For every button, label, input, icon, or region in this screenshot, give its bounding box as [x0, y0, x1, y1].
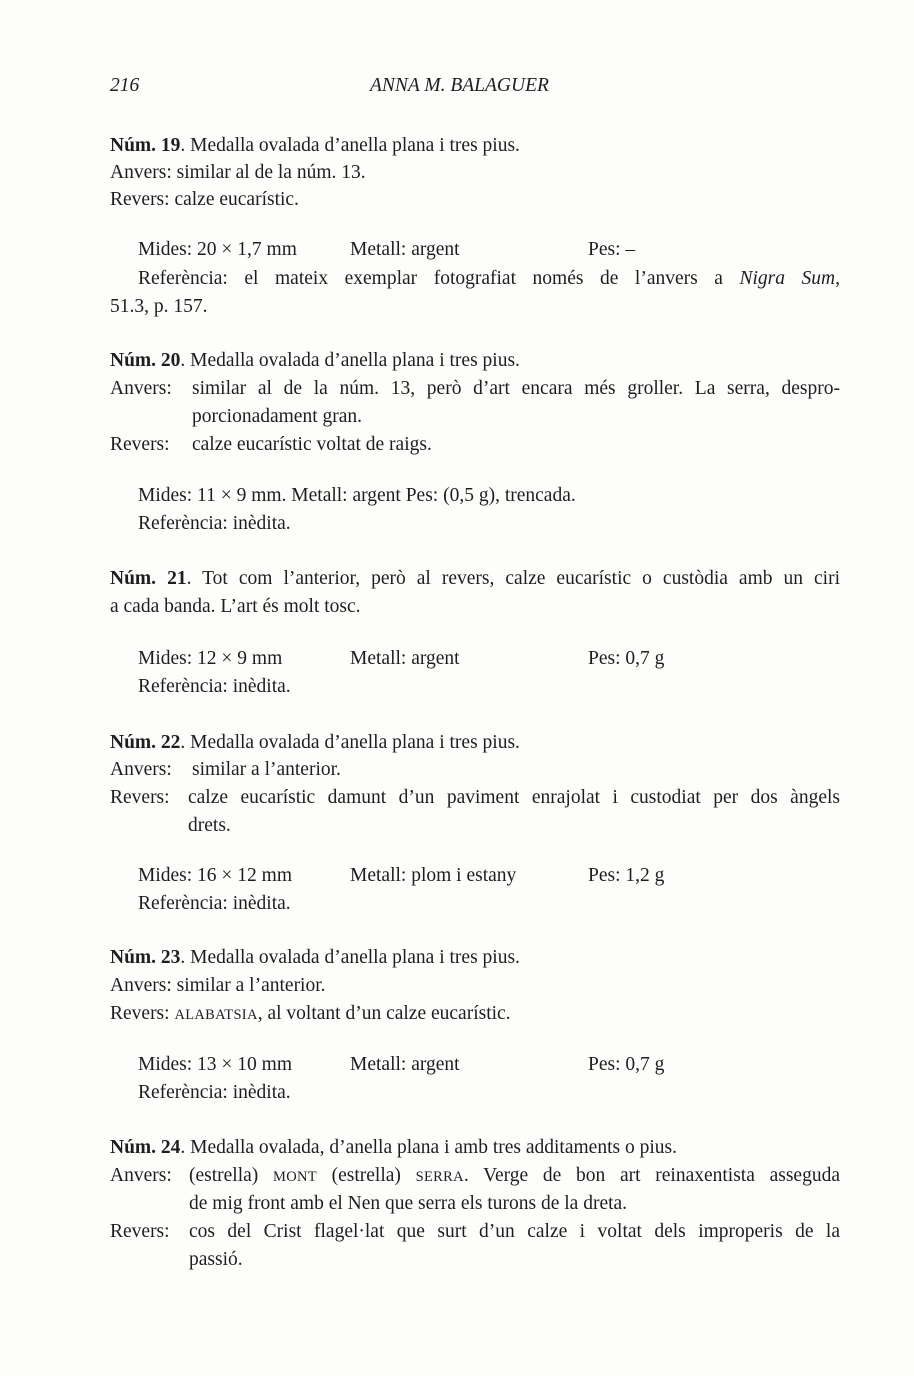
entry-23-title	[110, 946, 520, 970]
entry-19-metall: Metall: argent	[350, 239, 460, 260]
entry-24-anvers-star1: (estrella)	[189, 1165, 273, 1186]
entry-20-anvers-line1: similar al de la núm. 13, però d’art encara més groller. La serra, despro-	[192, 378, 840, 399]
entry-24-anvers-legend-mont: MONT	[273, 1169, 317, 1185]
entry-19-number: Núm. 19	[110, 135, 181, 156]
entry-23-revers	[110, 1002, 511, 1027]
entry-24-revers-label: Revers:	[110, 1221, 170, 1242]
entry-24-anvers-text: . Verge de bon art reinaxentista asseguda	[463, 1165, 840, 1186]
entry-20-revers-text: calze eucarístic voltat de raigs.	[192, 434, 432, 455]
entry-24-number: Núm. 24	[110, 1137, 181, 1158]
entry-22-title	[110, 731, 520, 755]
entry-19-referencia-title: Nigra Sum,	[739, 268, 840, 289]
entry-22-mides: Mides: 16 × 12 mm	[138, 865, 293, 886]
entry-23-mides: Mides: 13 × 10 mm	[138, 1054, 293, 1075]
entry-19-pes: Pes: –	[588, 239, 636, 260]
entry-22-referencia: Referència: inèdita.	[138, 893, 291, 914]
entry-24-anvers-line2: de mig front amb el Nen que serra els turons de la dreta.	[189, 1193, 628, 1214]
entry-24-anvers-label: Anvers:	[110, 1165, 172, 1186]
entry-23-number: Núm. 23	[110, 947, 181, 968]
entry-22-metall: Metall: plom i estany	[350, 865, 517, 886]
entry-21-referencia: Referència: inèdita.	[138, 676, 291, 697]
entry-24-anvers-legend-serra: SERRA	[415, 1169, 464, 1185]
entry-23-revers-text: , al voltant d’un calze eucarístic.	[257, 1003, 511, 1024]
entry-22-number: Núm. 22	[110, 732, 181, 753]
entry-22-anvers-label: Anvers:	[110, 759, 172, 780]
entry-20-referencia: Referència: inèdita.	[138, 513, 291, 534]
entry-24-description: . Medalla ovalada, d’anella plana i amb tres additaments o pius.	[180, 1137, 677, 1158]
entry-20-number: Núm. 20	[110, 350, 181, 371]
entry-20-anvers-line2: porcionadament gran.	[192, 406, 363, 427]
entry-22-revers-label: Revers:	[110, 787, 170, 808]
entry-22-revers-line2: drets.	[188, 815, 231, 836]
running-title: ANNA M. BALAGUER	[370, 75, 549, 96]
entry-20-title	[110, 349, 520, 373]
entry-22-anvers-text: similar a l’anterior.	[192, 759, 341, 780]
entry-24-revers-line1: cos del Crist flagel·lat que surt d’un calze i voltat dels improperis de la	[189, 1221, 840, 1242]
entry-19-referencia	[138, 267, 840, 291]
entry-22-pes: Pes: 1,2 g	[588, 865, 665, 886]
page-number: 216	[110, 75, 140, 96]
entry-20-description: . Medalla ovalada d’anella plana i tres pius.	[180, 350, 520, 371]
entry-23-metall: Metall: argent	[350, 1054, 460, 1075]
entry-19-revers: Revers: calze eucarístic.	[110, 189, 299, 210]
entry-23-pes: Pes: 0,7 g	[588, 1054, 665, 1075]
entry-24-title	[110, 1136, 677, 1160]
entry-19-description: . Medalla ovalada d’anella plana i tres pius.	[180, 135, 520, 156]
entry-22-revers-line1: calze eucarístic damunt d’un paviment enrajolat i custodiat per dos àngels	[188, 787, 840, 808]
entry-24-anvers-line1	[189, 1164, 840, 1189]
entry-23-description: . Medalla ovalada d’anella plana i tres pius.	[180, 947, 520, 968]
entry-19-anvers: Anvers: similar al de la núm. 13.	[110, 162, 366, 183]
entry-23-revers-legend: ALABATSIA	[174, 1007, 258, 1023]
entry-21-number: Núm. 21	[110, 568, 187, 589]
entry-24-revers-line2: passió.	[189, 1249, 243, 1270]
entry-20-data-line: Mides: 11 × 9 mm. Metall: argent Pes: (0,5 g), trencada.	[138, 485, 576, 506]
entry-20-anvers-label: Anvers:	[110, 378, 172, 399]
entry-23-anvers: Anvers: similar a l’anterior.	[110, 975, 326, 996]
entry-21-description-line2: a cada banda. L’art és molt tosc.	[110, 596, 361, 617]
entry-24-anvers-star2: (estrella)	[316, 1165, 416, 1186]
entry-19-referencia-text: Referència: el mateix exemplar fotografiat només de l’anvers a	[138, 268, 740, 289]
entry-21-description-line1: . Tot com l’anterior, però al revers, calze eucarístic o custòdia amb un ciri	[186, 568, 841, 589]
entry-20-revers-label: Revers:	[110, 434, 170, 455]
entry-19-mides: Mides: 20 × 1,7 mm	[138, 239, 297, 260]
entry-21-title	[110, 567, 840, 591]
entry-22-description: . Medalla ovalada d’anella plana i tres pius.	[180, 732, 520, 753]
entry-21-metall: Metall: argent	[350, 648, 460, 669]
entry-19-referencia-cont: 51.3, p. 157.	[110, 296, 208, 317]
entry-19-title	[110, 134, 520, 158]
entry-23-revers-label: Revers:	[110, 1003, 170, 1024]
entry-21-mides: Mides: 12 × 9 mm	[138, 648, 283, 669]
entry-23-referencia: Referència: inèdita.	[138, 1082, 291, 1103]
entry-21-pes: Pes: 0,7 g	[588, 648, 665, 669]
